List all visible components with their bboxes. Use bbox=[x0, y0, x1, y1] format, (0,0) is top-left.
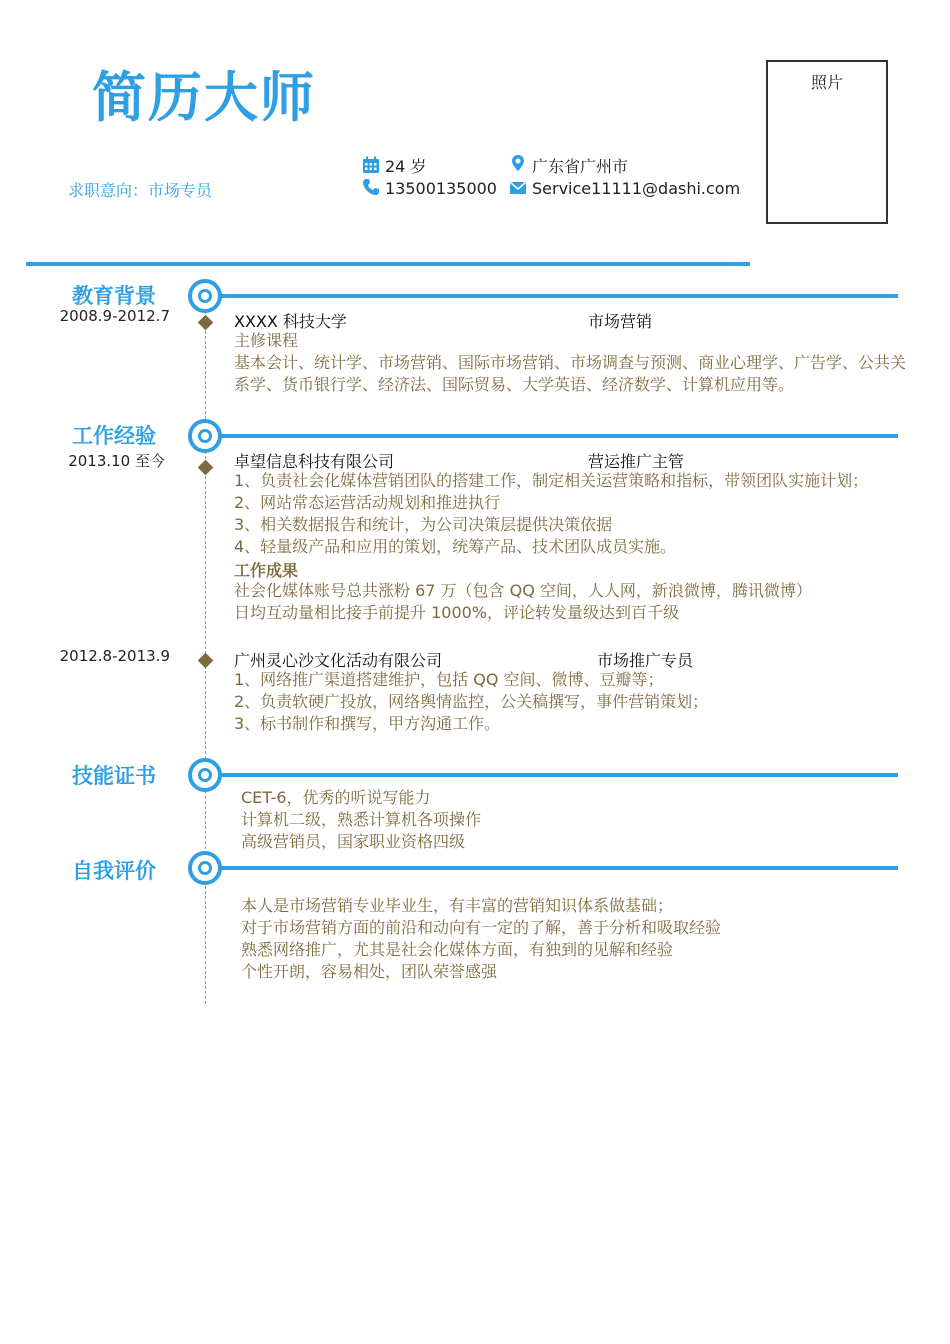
education-diamond-icon bbox=[198, 315, 214, 331]
result-item: 社会化媒体账号总共涨粉 67 万（包含 QQ 空间，人人网，新浪微博，腾讯微博） bbox=[234, 581, 812, 600]
result-item: 日均互动量相比接手前提升 1000%，评论转发量级达到百千级 bbox=[234, 603, 680, 622]
phone-icon bbox=[362, 178, 380, 196]
job1-results bbox=[234, 580, 812, 624]
header-divider bbox=[26, 262, 750, 266]
duty-item: 1、负责社会化媒体营销团队的搭建工作，制定相关运营策略和指标，带领团队实施计划； bbox=[234, 471, 869, 490]
job-intent-value: 市场专员 bbox=[148, 181, 213, 200]
email: Service11111@dashi.com bbox=[532, 179, 741, 198]
skill-item: 计算机二级，熟悉计算机各项操作 bbox=[241, 810, 482, 829]
job2-diamond-icon bbox=[198, 653, 214, 669]
self-eval-rule bbox=[220, 866, 898, 870]
education-date: 2008.9-2012.7 bbox=[59, 307, 170, 325]
education-school: XXXX 科技大学 bbox=[234, 312, 347, 331]
education-title: 教育背景 bbox=[72, 284, 156, 308]
courses-line: 系学、货币银行学、经济法、国际贸易、大学英语、经济数学、计算机应用等。 bbox=[234, 375, 795, 394]
skill-item: CET-6，优秀的听说写能力 bbox=[241, 788, 431, 807]
timeline-line bbox=[205, 296, 206, 1004]
work-title: 工作经验 bbox=[72, 424, 156, 448]
job1-date: 2013.10 至今 bbox=[68, 452, 165, 470]
skills-list bbox=[241, 787, 481, 853]
self-eval-list bbox=[241, 895, 721, 983]
self-eval-item: 熟悉网络推广，尤其是社会化媒体方面，有独到的见解和经验 bbox=[241, 940, 674, 959]
duty-item: 2、负责软硬广投放，网络舆情监控，公关稿撰写，事件营销策划； bbox=[234, 692, 709, 711]
job-intent-label: 求职意向： bbox=[68, 181, 149, 200]
courses-line: 基本会计、统计学、市场营销、国际市场营销、市场调查与预测、商业心理学、广告学、公共关 bbox=[234, 353, 907, 372]
skills-rule bbox=[220, 773, 898, 777]
skills-title: 技能证书 bbox=[72, 764, 156, 788]
location: 广东省广州市 bbox=[532, 157, 629, 176]
calendar-icon bbox=[362, 156, 380, 174]
job2-date: 2012.8-2013.9 bbox=[59, 647, 170, 665]
education-major: 市场营销 bbox=[588, 312, 653, 331]
duty-item: 3、标书制作和撰写，甲方沟通工作。 bbox=[234, 714, 501, 733]
education-ring-icon bbox=[188, 279, 222, 313]
duty-item: 4、轻量级产品和应用的策划，统筹产品、技术团队成员实施。 bbox=[234, 537, 677, 556]
work-rule bbox=[220, 434, 898, 438]
job1-duties bbox=[234, 470, 868, 558]
skills-ring-icon bbox=[188, 758, 222, 792]
job1-company: 卓望信息科技有限公司 bbox=[234, 452, 395, 471]
job1-position: 营运推广主管 bbox=[588, 452, 685, 471]
phone: 13500135000 bbox=[385, 179, 497, 198]
job-intent bbox=[68, 178, 212, 201]
photo-label: 照片 bbox=[810, 73, 843, 92]
age: 24 岁 bbox=[385, 157, 427, 176]
job1-results-label: 工作成果 bbox=[234, 561, 299, 580]
job1-diamond-icon bbox=[198, 460, 214, 476]
email-icon bbox=[509, 179, 527, 197]
self-eval-item: 本人是市场营销专业毕业生，有丰富的营销知识体系做基础； bbox=[241, 896, 674, 915]
education-courses bbox=[234, 352, 906, 396]
self-eval-item: 对于市场营销方面的前沿和动向有一定的了解，善于分析和吸取经验 bbox=[241, 918, 722, 937]
job2-position: 市场推广专员 bbox=[597, 651, 694, 670]
self-eval-item: 个性开朗，容易相处，团队荣誉感强 bbox=[241, 962, 498, 981]
education-rule bbox=[220, 294, 898, 298]
education-courses-label: 主修课程 bbox=[234, 331, 299, 350]
duty-item: 2、网站常态运营活动规划和推进执行 bbox=[234, 493, 501, 512]
location-pin-icon bbox=[509, 154, 527, 172]
job2-duties bbox=[234, 669, 708, 735]
duty-item: 1、网络推广渠道搭建维护，包括 QQ 空间、微博、豆瓣等； bbox=[234, 670, 664, 689]
job2-company: 广州灵心沙文化活动有限公司 bbox=[234, 651, 443, 670]
skill-item: 高级营销员，国家职业资格四级 bbox=[241, 832, 466, 851]
work-ring-icon bbox=[188, 419, 222, 453]
self-eval-ring-icon bbox=[188, 851, 222, 885]
photo-placeholder bbox=[766, 60, 888, 224]
duty-item: 3、相关数据报告和统计，为公司决策层提供决策依据 bbox=[234, 515, 613, 534]
resume-title: 简历大师 bbox=[92, 66, 316, 129]
self-eval-title: 自我评价 bbox=[72, 859, 156, 883]
